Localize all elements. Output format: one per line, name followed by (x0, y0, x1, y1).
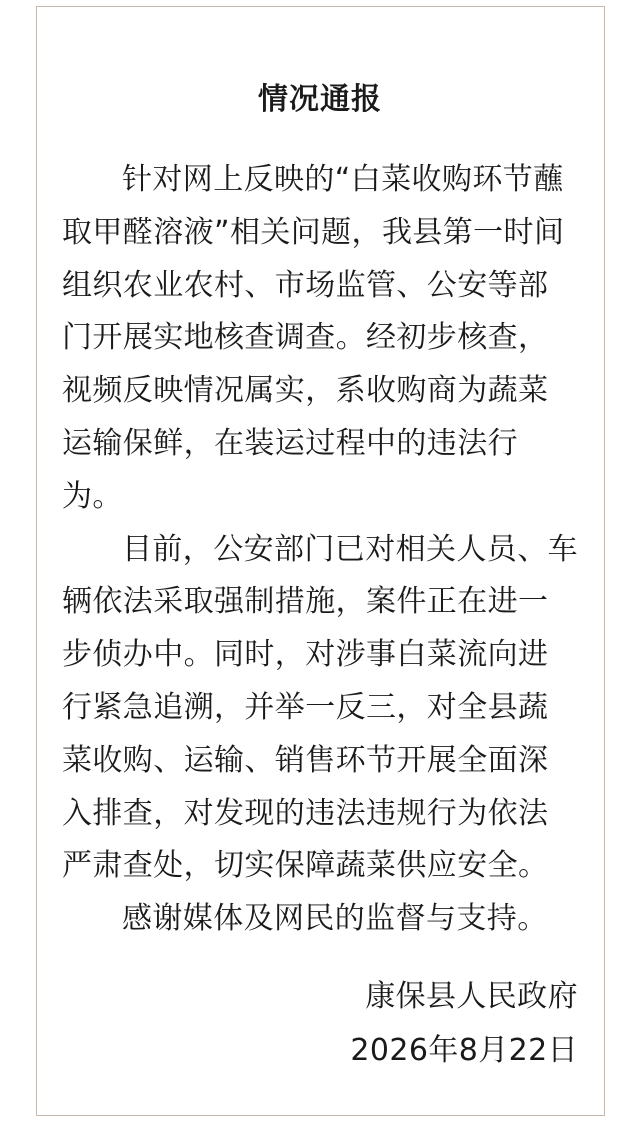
issuer-name: 康保县人民政府 (365, 979, 578, 1014)
body-line: 视频反映情况属实，系收购商为蔬菜 (62, 373, 549, 409)
body-line: 菜收购、运输、销售环节开展全面深 (62, 742, 549, 778)
notice-title: 情况通报 (258, 82, 382, 117)
body-line: 步侦办中。同时，对涉事白菜流向进 (62, 637, 549, 673)
paragraph-findings (62, 154, 582, 524)
notice-signature (350, 970, 578, 1078)
body-line: 入排查，对发现的违法违规行为依法 (62, 795, 549, 831)
body-line: 目前，公安部门已对相关人员、车 (122, 531, 578, 567)
body-line: 门开展实地核查调查。经初步核查， (62, 320, 549, 356)
issue-date: 2026年8月22日 (350, 1033, 578, 1068)
body-line: 严肃查处，切实保障蔬菜供应安全。 (62, 848, 549, 884)
body-line: 取甲醛溶液”相关问题，我县第一时间 (62, 214, 565, 250)
body-line: 针对网上反映的“白菜收购环节蘸 (122, 162, 564, 197)
body-line: 感谢媒体及网民的监督与支持。 (122, 901, 548, 937)
paragraph-actions (62, 524, 582, 894)
body-line: 为。 (62, 478, 123, 514)
body-line: 运输保鲜，在装运过程中的违法行 (62, 425, 518, 461)
paragraph-thanks (62, 893, 582, 946)
body-line: 行紧急追溯，并举一反三，对全县蔬 (62, 689, 549, 725)
notice-body (62, 154, 582, 946)
body-line: 组织农业农村、市场监管、公安等部 (62, 267, 549, 303)
body-line: 辆依法采取强制措施，案件正在进一 (62, 584, 549, 620)
